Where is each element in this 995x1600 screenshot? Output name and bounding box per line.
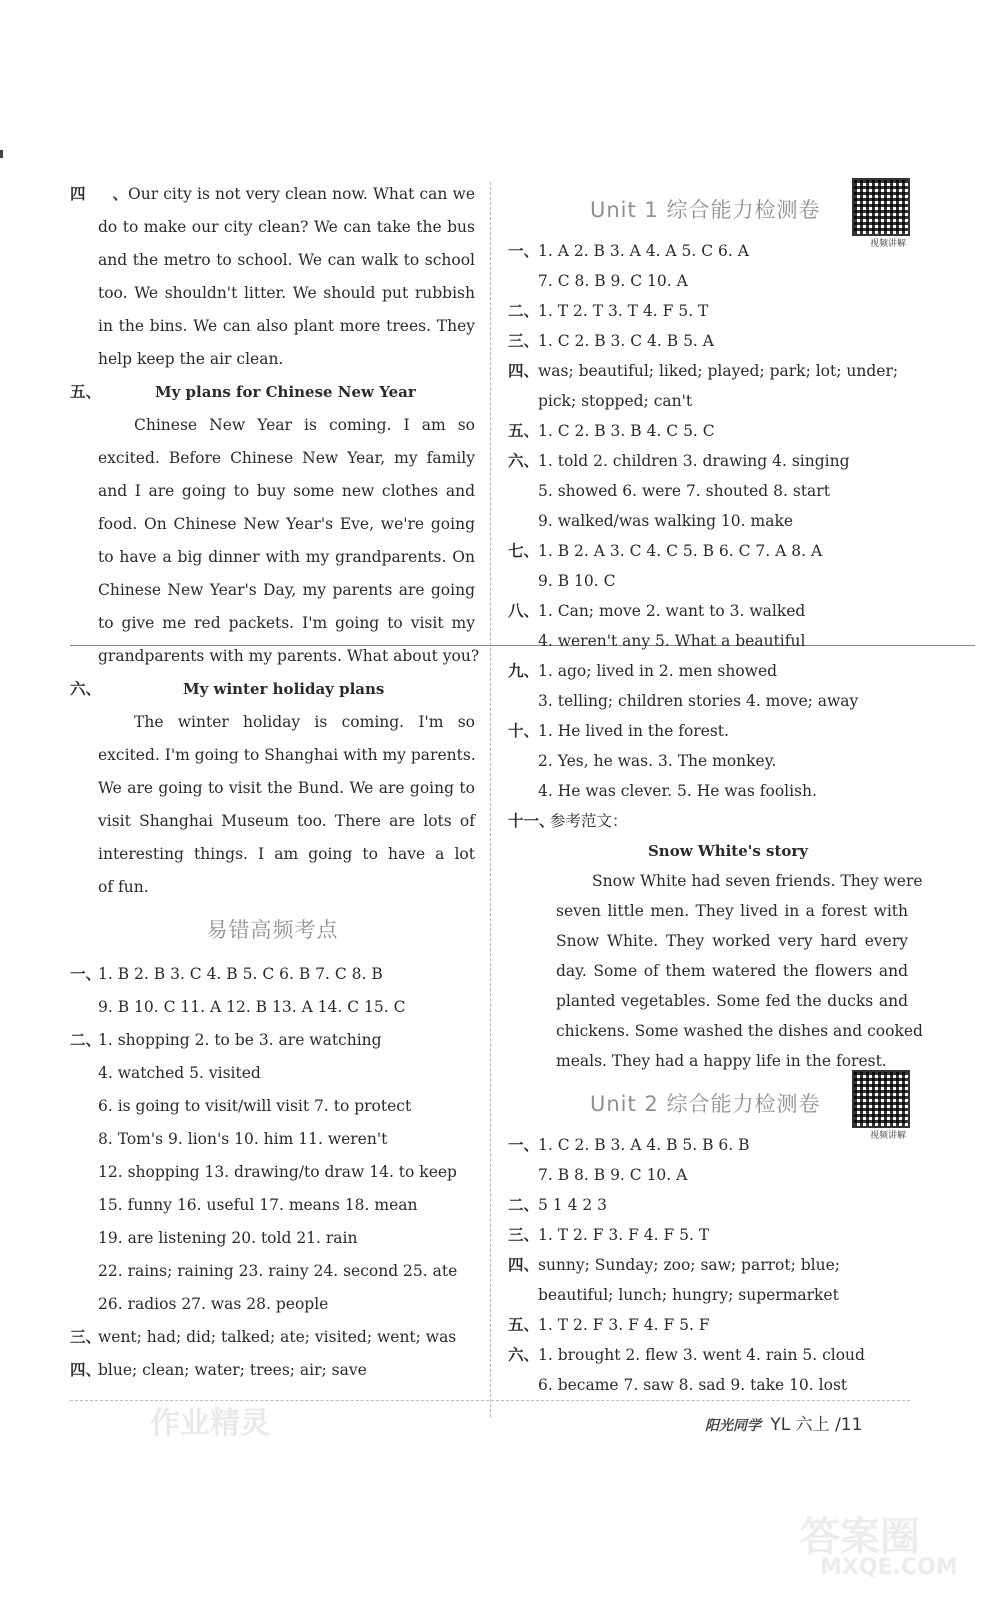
answer-line: 六、1. told 2. children 3. drawing 4. singing [508,446,908,476]
answer-line: 二、1. T 2. T 3. T 4. F 5. T [508,296,908,326]
answer-line: 四、blue; clean; water; trees; air; save [70,1361,367,1379]
answer-line: 一、1. B 2. B 3. C 4. B 5. C 6. B 7. C 8. B [70,965,383,983]
text-line: in the bins. We can also plant more trees. They [98,317,475,335]
answer-line: 15. funny 16. useful 17. means 18. mean [98,1196,418,1214]
answer-line: 一、1. A 2. B 3. A 4. A 5. C 6. A [508,236,908,266]
text-line: of fun. [98,878,149,896]
text-line: We are going to visit the Bund. We are going to [98,779,475,797]
section-label: 四、 [508,1256,540,1274]
answer-line: 3. telling; children stories 4. move; away [538,692,859,710]
unit-1-heading: Unit 1 综合能力检测卷 [590,198,821,222]
unit-1-header [508,178,908,249]
section-label: 五、 [70,383,102,401]
answer-line: 2. Yes, he was. 3. The monkey. [538,752,777,770]
section-label: 一、 [508,242,540,260]
section-4-essay [70,178,475,376]
answer-line: 三、1. C 2. B 3. C 4. B 5. A [508,326,908,356]
answer-line: 22. rains; raining 23. rainy 24. second 25. ate [98,1262,458,1280]
section-label: 二、 [508,1196,540,1214]
essay-title: My winter holiday plans [183,680,385,698]
column-divider [490,182,491,1417]
qr-label: 视频讲解 [869,1131,906,1141]
section-label: 七、 [508,542,540,560]
margin-mark [0,150,3,158]
answer-line: 五、1. T 2. F 3. F 4. F 5. F [508,1310,908,1340]
answer-line: 四、sunny; Sunday; zoo; saw; parrot; blue; [508,1250,908,1280]
text-line: excited. I'm going to Shanghai with my parents. [98,746,476,764]
answer-line: 7. B 8. B 9. C 10. A [538,1166,688,1184]
text-line: do to make our city clean? We can take the bus [98,218,475,236]
answer-line: 26. radios 27. was 28. people [98,1295,329,1313]
section-label: 三、 [508,332,540,350]
unit-1-answers [508,236,908,806]
answer-line: 三、went; had; did; talked; ate; visited; went; was [70,1328,457,1346]
section-5-essay [70,376,480,673]
section-label: 六、 [508,1346,540,1364]
sample-essay [508,866,923,1076]
text-line: to give me red packets. I'm going to visit my [98,614,475,632]
left-column [70,178,480,1387]
essay-title: My plans for Chinese New Year [155,383,416,401]
text-line: visit Shanghai Museum too. There are lots of [98,812,475,830]
answer-line: 7. C 8. B 9. C 10. A [538,272,688,290]
answer-line: 5. showed 6. were 7. shouted 8. start [538,482,830,500]
text-line: and I are going to buy some new clothes and [98,482,475,500]
answer-line: 十一、参考范文： [508,812,628,830]
page-code: YL 六上 /11 [770,1415,863,1435]
text-line: day. Some of them watered the flowers and [556,962,908,980]
section-label: 五、 [508,422,540,440]
answer-line: 六、1. brought 2. flew 3. went 4. rain 5. cloud [508,1340,908,1370]
qr-label: 视频讲解 [869,239,906,249]
answer-line: 一、1. C 2. B 3. A 4. B 5. B 6. B [508,1130,908,1160]
unit-2-header [508,1076,908,1141]
text-line: Snow White. They worked very hard every [556,932,908,950]
answer-line: 三、1. T 2. F 3. F 4. F 5. T [508,1220,908,1250]
unit-2-heading: Unit 2 综合能力检测卷 [590,1092,821,1116]
text-line: and the metro to school. We can walk to school [98,251,475,269]
answer-line: 4. weren't any 5. What a beautiful [538,632,806,650]
answer-line: 9. walked/was walking 10. make [538,512,794,530]
brand-logo: 阳光同学 [705,1418,761,1434]
essay-title-row [70,673,475,706]
section-label: 六、 [508,452,540,470]
text-line: Chinese New Year is coming. I am so [134,416,475,434]
answer-line: 19. are listening 20. told 21. rain [98,1229,358,1247]
section-label: 四、 [70,185,128,203]
answer-line: 九、1. ago; lived in 2. men showed [508,656,908,686]
text-line: interesting things. I am going to have a lot [98,845,475,863]
section-label: 一、 [508,1136,540,1154]
text-line: excited. Before Chinese New Year, my family [98,449,475,467]
answer-line: 五、1. C 2. B 3. B 4. C 5. C [508,416,908,446]
answer-line: 12. shopping 13. drawing/to draw 14. to keep [98,1163,457,1181]
answer-line: 二、5 1 4 2 3 [508,1190,908,1220]
answer-line: beautiful; lunch; hungry; supermarket [538,1286,839,1304]
page-footer [705,1410,862,1435]
answer-line: 七、1. B 2. A 3. C 4. C 5. B 6. C 7. A 8. A [508,536,908,566]
answer-line: 8. Tom's 9. lion's 10. him 11. weren't [98,1130,388,1148]
text-line: 四、Our city is not very clean now. What can we [70,178,475,211]
answer-line: 9. B 10. C 11. A 12. B 13. A 14. C 15. C [98,998,406,1016]
text-line: to have a big dinner with my grandparents. On [98,548,475,566]
essay-title-row [70,376,475,409]
text-line: The winter holiday is coming. I'm so [134,713,475,731]
qr-code-icon[interactable] [852,178,910,236]
yicuo-answers [70,958,475,1387]
watermark-stamp: 作业精灵 [150,1406,270,1441]
text-line: planted vegetables. Some fed the ducks and [556,992,908,1010]
answer-line: 6. became 7. saw 8. sad 9. take 10. lost [538,1376,848,1394]
text-line: seven little men. They lived in a forest with [556,902,908,920]
text-line: too. We shouldn't litter. We should put rubbish [98,284,475,302]
section-label: 八、 [508,602,540,620]
section-label: 九、 [508,662,540,680]
section-label: 四、 [508,362,540,380]
essay-title: Snow White's story [647,842,809,860]
text-line: Snow White had seven friends. They were [592,872,923,890]
qr-code-icon[interactable] [852,1070,910,1128]
answer-line: 9. B 10. C [538,572,616,590]
unit-2-answers [508,1130,908,1400]
answer-line: 十、1. He lived in the forest. [508,716,908,746]
text-line: food. On Chinese New Year's Eve, we're going [98,515,475,533]
answer-line: pick; stopped; can't [538,392,693,410]
watermark-logo: 答案圈 [800,1514,920,1560]
right-column [508,178,923,1400]
text-line: chickens. Some washed the dishes and cooked [556,1022,923,1040]
text-line: help keep the air clean. [98,350,284,368]
section-label: 五、 [508,1316,540,1334]
answer-line: 二、1. shopping 2. to be 3. are watching [70,1031,382,1049]
section-label: 二、 [508,302,540,320]
watermark-url: MXQE.COM [820,1555,958,1580]
section-label: 十、 [508,722,540,740]
answer-line: 4. He was clever. 5. He was foolish. [538,782,817,800]
text-line: Chinese New Year's Day, my parents are going [98,581,475,599]
section-heading: 易错高频考点 [206,918,339,942]
answer-line: 4. watched 5. visited [98,1064,261,1082]
answer-line: 6. is going to visit/will visit 7. to protect [98,1097,412,1115]
yicuo-heading-box [70,914,475,944]
text-line: meals. They had a happy life in the forest. [556,1052,887,1070]
section-6-essay [70,673,475,904]
answer-line: 八、1. Can; move 2. want to 3. walked [508,596,908,626]
text-line: grandparents with my parents. What about you? [98,647,480,665]
answer-line: 四、was; beautiful; liked; played; park; lot; under; [508,356,908,386]
section-label: 六、 [70,680,102,698]
section-label: 三、 [508,1226,540,1244]
